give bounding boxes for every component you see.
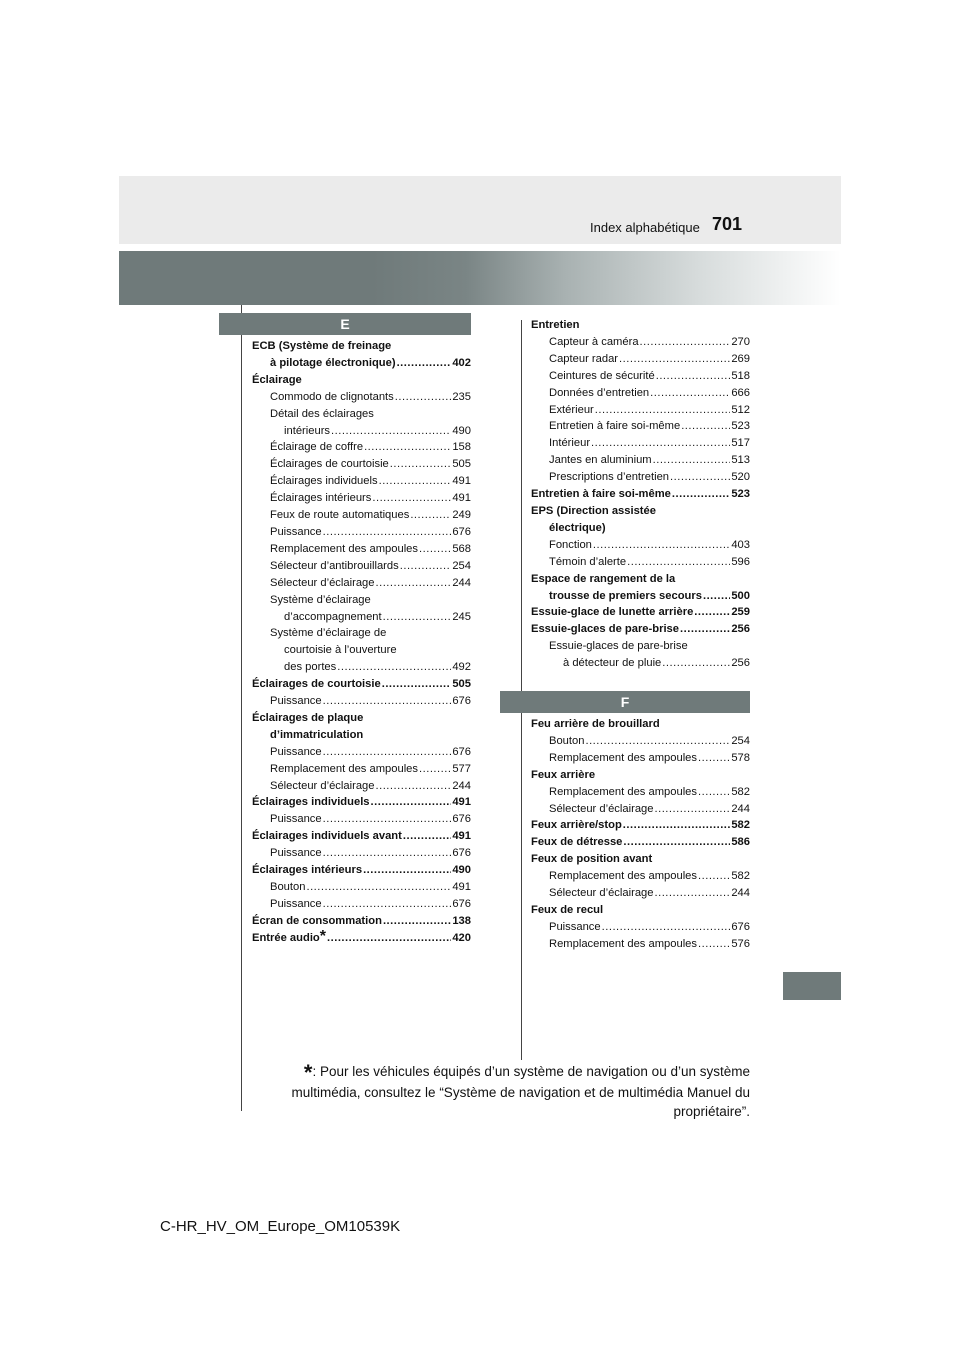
entry-page-number: 270 [731,335,750,348]
index-entry [252,659,471,676]
dot-leader [327,930,451,947]
entry-page-number: 244 [452,779,471,792]
left-margin-rule [241,305,242,1111]
index-entry [252,524,471,541]
dot-leader [390,456,452,473]
entry-page-number: 420 [452,931,471,944]
dot-leader [602,919,731,936]
dot-leader [593,537,730,554]
entry-term: Feux de détresse [531,836,623,849]
entry-page-number: 490 [452,424,471,437]
index-entry [252,423,471,440]
entry-term: Écran de consommation [252,914,382,927]
entry-page-number: 517 [731,437,750,450]
dot-leader [375,575,451,592]
index-entry: courtoisie à l’ouverture [284,644,397,657]
index-entry [252,389,471,406]
index-entry [252,778,471,795]
index-entry [252,828,471,845]
index-entry [252,744,471,761]
dot-leader [623,834,730,851]
entry-page-number: 491 [452,881,471,893]
entry-term: Puissance [270,847,322,860]
dot-leader [371,794,452,811]
index-entry: Essuie-glaces de pare-brise [549,640,688,653]
entry-page-number: 586 [731,836,750,849]
entry-term: Entretien à faire soi-même [531,488,671,501]
dot-leader [419,761,451,778]
entry-term: à pilotage électronique) [270,356,396,369]
index-entry [252,456,471,473]
dot-leader [323,744,452,761]
index-entry: Entrée audio * ..... 420 [252,930,471,947]
entry-term: Entretien à faire soi-même [549,420,681,433]
dot-leader [395,389,452,406]
entry-page-number: 577 [452,762,471,775]
index-entry [531,469,750,486]
index-entry [252,862,471,879]
footnote [270,1062,750,1122]
index-entry [252,355,471,372]
index-entry [531,486,750,503]
entry-term: Puissance [270,525,322,538]
entry-term: Éclairages individuels avant [252,830,402,843]
index-entry [531,801,750,818]
index-column-e-continued [531,317,750,672]
entry-term: Bouton [270,881,306,893]
entry-term: Sélecteur d’éclairage [549,802,654,815]
entry-term: Commodo de clignotants [270,390,394,403]
index-entry [252,896,471,913]
entry-page-number: 505 [452,458,471,471]
index-entry [252,541,471,558]
dot-leader [323,693,452,710]
dot-leader [323,524,452,541]
index-column-f [531,716,750,953]
dot-leader [364,439,451,456]
entry-page-number: 518 [731,369,750,382]
dot-leader [662,655,730,672]
dot-leader [698,750,730,767]
dot-leader [619,351,730,368]
entry-page-number: 523 [731,420,750,433]
entry-term: Éclairage de coffre [270,441,364,454]
entry-page-number: 676 [452,525,471,538]
entry-term: Sélecteur d’éclairage [270,779,375,792]
index-entry: Feux de recul [531,903,604,916]
dot-leader [306,879,451,896]
index-entry [252,794,471,811]
entry-term: Remplacement des ampoules [270,762,418,775]
entry-page-number: 256 [731,623,750,636]
entry-page-number: 244 [731,887,750,900]
index-entry [252,811,471,828]
entry-page-number: 505 [452,678,471,691]
dot-leader [670,469,730,486]
index-entry [531,351,750,368]
entry-page-number: 676 [452,695,471,708]
entry-term: Intérieur [549,437,591,450]
dot-leader [375,778,451,795]
entry-page-number: 676 [452,847,471,860]
entry-page-number: 256 [731,657,750,670]
entry-page-number: 676 [452,745,471,758]
dot-leader [410,507,451,524]
entry-term: Prescriptions d’entretien [549,471,670,484]
index-entry: d’immatriculation [270,728,364,741]
index-entry [531,750,750,767]
entry-page-number: 269 [731,352,750,365]
index-entry [531,936,750,953]
index-entry [531,368,750,385]
index-entry: électrique) [549,521,606,534]
index-entry [252,490,471,507]
entry-term: Témoin d’alerte [549,555,627,568]
index-entry [252,439,471,456]
entry-term: Essuie-glace de lunette arrière [531,606,694,619]
dot-leader [654,885,730,902]
entry-page-number: 254 [452,559,471,572]
index-entry: Entretien [531,319,580,331]
entry-term: trousse de premiers secours [549,589,702,602]
entry-term: Feux de route automatiques [270,509,410,522]
index-entry [531,554,750,571]
entry-page-number: 500 [731,589,750,602]
entry-page-number: 582 [731,819,750,832]
entry-page-number: 666 [731,386,750,399]
index-entry [252,845,471,862]
dot-leader [640,334,731,351]
dot-leader [627,554,730,571]
index-entry [252,507,471,524]
index-entry [252,473,471,490]
dot-leader [595,402,731,419]
dot-leader [323,845,452,862]
document-code: C-HR_HV_OM_Europe_OM10539K [160,1218,401,1235]
entry-page-number: 244 [731,802,750,815]
entry-page-number: 402 [452,356,471,369]
dot-leader [591,435,730,452]
entry-term: Capteur à caméra [549,335,639,348]
entry-page-number: 596 [731,555,750,568]
index-entry [531,733,750,750]
dot-leader [680,621,730,638]
dot-leader [681,418,730,435]
dot-leader [397,355,452,372]
footnote-star: * [303,1060,313,1085]
dot-leader [400,558,452,575]
entry-term: Éclairages individuels [270,475,378,488]
dot-leader [337,659,451,676]
entry-page-number: 492 [452,661,471,674]
entry-term: Feux arrière/stop [531,819,622,832]
entry-page-number: 491 [452,475,471,488]
dot-leader [363,862,451,879]
index-entry [531,588,750,605]
entry-term: Éclairages de courtoisie [252,678,381,691]
entry-page-number: 490 [452,864,471,877]
entry-page-number: 254 [731,734,750,747]
column-divider [521,320,522,1060]
index-entry: Éclairage [252,373,302,386]
dot-leader [383,609,452,626]
dot-leader [650,385,730,402]
index-entry [252,575,471,592]
index-entry: Système d’éclairage de [270,627,387,640]
entry-term: Sélecteur d’antibrouillards [270,559,399,572]
dot-leader [403,828,451,845]
dot-leader [372,490,451,507]
entry-page-number: 244 [452,576,471,589]
dot-leader [656,368,731,385]
entry-page-number: 676 [452,813,471,826]
index-entry [531,452,750,469]
index-entry: EPS (Direction assistée [531,504,656,517]
dot-leader [382,676,452,693]
entry-term: à détecteur de pluie [563,657,662,670]
index-entry [531,868,750,885]
entry-page-number: 235 [452,390,471,403]
entry-page-number: 138 [452,914,471,927]
entry-page-number: 403 [731,538,750,551]
entry-term: Remplacement des ampoules [549,870,697,883]
index-entry [531,418,750,435]
index-entry: Détail des éclairages [270,407,374,420]
entry-term: Remplacement des ampoules [549,785,697,798]
dot-leader [653,452,731,469]
dot-leader [323,811,452,828]
index-entry [531,604,750,621]
entry-page-number: 523 [731,488,750,501]
entry-page-number: 512 [731,403,750,416]
footnote-text: : Pour les véhicules équipés d’un système de navigation ou d’un système multimédia, consultez le “Système de navigation et de multimédia Manuel du propriétaire”. [291,1064,750,1119]
entry-page-number: 491 [452,830,471,843]
entry-term: Puissance [270,695,322,708]
entry-term: Puissance [270,897,322,910]
entry-page-number: 676 [452,897,471,910]
dot-leader [694,604,730,621]
index-entry [531,385,750,402]
entry-page-number: 676 [731,920,750,933]
entry-term: Éclairages intérieurs [252,864,363,877]
entry-term: Éclairages intérieurs [270,492,372,505]
dot-leader [419,541,451,558]
entry-page-number: 259 [731,606,750,619]
entry-term: Éclairages individuels [252,796,370,809]
entry-page-number: 568 [452,542,471,555]
entry-term: Ceintures de sécurité [549,369,655,382]
entry-page-number: 520 [731,471,750,484]
index-entry [531,817,750,834]
entry-term: Capteur radar [549,352,619,365]
entry-term: Puissance [270,813,322,826]
dot-leader [672,486,730,503]
index-entry [252,761,471,778]
index-entry: Feux arrière [531,768,596,781]
index-entry: Feux de position avant [531,853,653,866]
entry-term: Remplacement des ampoules [270,542,418,555]
letter-heading-f: F [500,691,750,713]
index-entry [252,676,471,693]
dot-leader [383,913,451,930]
index-entry: Éclairages de plaque [252,711,364,724]
index-entry [531,655,750,672]
index-entry [531,919,750,936]
entry-term: Sélecteur d’éclairage [270,576,375,589]
entry-term: Éclairages de courtoisie [270,458,389,471]
index-entry: Système d’éclairage [270,593,371,606]
entry-term: Remplacement des ampoules [549,751,697,764]
entry-page-number: 582 [731,870,750,883]
entry-page-number: 513 [731,454,750,467]
index-entry [531,334,750,351]
entry-page-number: 576 [731,937,750,950]
index-entry [531,834,750,851]
entry-page-number: 245 [452,610,471,623]
dot-leader [698,868,730,885]
decorative-banner [119,251,841,305]
entry-term: Sélecteur d’éclairage [549,887,654,900]
dot-leader [623,817,731,834]
entry-page-number: 158 [452,441,471,454]
entry-term: Jantes en aluminium [549,454,652,467]
index-entry: ECB (Système de freinage [252,340,392,352]
dot-leader [703,588,730,605]
entry-term: Fonction [549,538,592,551]
dot-leader [379,473,452,490]
index-entry [531,435,750,452]
dot-leader [331,423,451,440]
index-entry [252,913,471,930]
entry-term: des portes [284,661,337,674]
page-number: 701 [712,214,743,234]
entry-page-number: 582 [731,785,750,798]
section-title: Index alphabétique [590,220,700,235]
entry-page-number: 491 [452,796,471,809]
dot-leader [698,784,730,801]
index-entry [252,558,471,575]
entry-page-number: 491 [452,492,471,505]
index-entry: Espace de rangement de la [531,572,676,585]
index-entry [252,609,471,626]
index-entry [531,402,750,419]
index-entry [252,693,471,710]
index-entry [531,537,750,554]
index-entry [531,784,750,801]
entry-term: Bouton [549,734,585,747]
entry-term: Puissance [270,745,322,758]
index-entry [531,621,750,638]
entry-term: d’accompagnement [284,610,382,623]
entry-term: Essuie-glaces de pare-brise [531,623,679,636]
entry-term: Extérieur [549,403,594,416]
index-entry [531,885,750,902]
letter-heading-e: E [219,313,471,335]
entry-page-number: 578 [731,751,750,764]
entry-term: Puissance [549,920,601,933]
dot-leader [698,936,730,953]
dot-leader [585,733,730,750]
dot-leader [323,896,452,913]
index-entry [252,879,471,896]
entry-term: Données d’entretien [549,386,650,399]
dot-leader [654,801,730,818]
entry-term: Remplacement des ampoules [549,937,697,950]
index-entry: Feu arrière de brouillard [531,718,660,730]
entry-term: Entrée audio [252,931,320,944]
entry-term: intérieurs [284,424,331,437]
index-column-e [252,338,471,947]
entry-page-number: 249 [452,509,471,522]
thumb-index-tab [783,972,841,1000]
